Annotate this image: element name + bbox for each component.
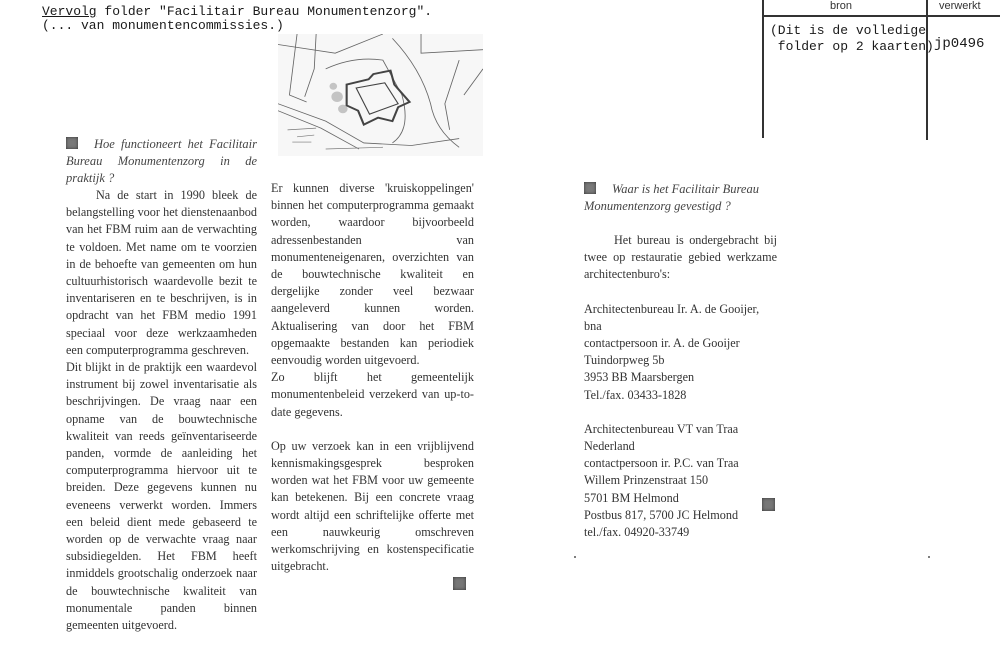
paragraph-instrument: Dit blijkt in de praktijk een waardevol instrument bij zowel inventarisatie als beschrijvingen. De vraag naar een opname van de bouwtechnische kwaliteit van reeds geïnventariseerde panden, vormde de aanleiding het computerprogramma hiervoor uit te breiden. Deze gegevens kunnen nu eveneens verwerkt worden. Immers een beleid dient mede gebaseerd te worden op de verwachte vraag naar subsidiegelden. Het FBM heeft inmiddels grootschalig onderzoek naar de bouwtechnische kwaliteit van monumentale panden binnen gemeenten uitgevoerd.: [66, 360, 257, 633]
stamp-verwerkt-value: jp0496: [934, 36, 985, 52]
fold-mark: [928, 556, 930, 558]
header-vervolg: Vervolg: [42, 4, 97, 19]
address-phone: Tel./fax. 03433-1828: [584, 387, 687, 402]
header-title-line: [42, 4, 432, 19]
column-2: [271, 180, 474, 591]
address-line: bna: [584, 318, 602, 333]
stamp-bron-value: (Dit is de volledige folder op 2 kaarten): [770, 23, 934, 54]
address-phone: tel./fax. 04920-33749: [584, 525, 690, 540]
header-subtitle: (... van monumentencommissies.): [42, 18, 284, 33]
stamp-left-border: [762, 0, 764, 138]
square-bullet-icon: [66, 137, 78, 149]
address-line: Nederland: [584, 439, 635, 454]
paragraph-up-to-date: Zo blijft het gemeentelijk monumentenbeleid verzekerd van up-to-date gegevens.: [271, 370, 474, 419]
paragraph-kruiskoppelingen: Er kunnen diverse 'kruiskoppelingen' binnen het computerprogramma gemaakt worden, waardoor bijvoorbeeld adressenbestanden van monumenteneigenaren, overzichten van de bouwtechnische kwaliteit en dergelijke zonder veel bezwaar aangeleverd kunnen worden. Aktualisering van door het FBM opgemaakte bestanden kan periodiek eenvoudig worden uitgevoerd.: [271, 181, 474, 368]
address-line: Tuindorpweg 5b: [584, 353, 665, 368]
address-line: Architectenbureau VT van Traa: [584, 421, 739, 436]
stamp-header-rule: [762, 15, 1000, 17]
column-1: [66, 136, 257, 634]
section-heading-practice: Hoe functioneert het Facilitair Bureau Monumentenzorg in de praktijk ?: [66, 137, 257, 185]
address-van-traa: [584, 421, 777, 541]
end-mark-square-icon: [762, 498, 775, 511]
stamp-col-bron: bron: [830, 0, 853, 12]
address-line: Architectenbureau Ir. A. de Gooijer,: [584, 301, 760, 316]
fortress-map-image: [278, 34, 483, 156]
paragraph-bureau-intro: Het bureau is ondergebracht bij twee op restauratie gebied werkzame architectenburo's:: [584, 233, 777, 282]
end-mark-square-icon: [453, 577, 466, 590]
fold-mark: [574, 556, 576, 558]
stamp-divider: [926, 0, 928, 140]
address-de-gooijer: [584, 301, 777, 404]
header-folder-title: folder "Facilitair Bureau Monumentenzorg".: [96, 4, 433, 19]
column-3: [584, 181, 777, 541]
paragraph-verzoek: Op uw verzoek kan in een vrijblijvend kennismakingsgesprek besproken worden wat het FBM voor uw gemeente kan betekenen. Bij een concrete vraag wordt altijd een schriftelijke offerte met een nauwkeurig omschreven werkomschrijving en kostenspecificatie uitgebracht.: [271, 438, 474, 574]
address-line: 5701 BM Helmond: [584, 490, 679, 505]
address-line: Willem Prinzenstraat 150: [584, 473, 709, 488]
section-heading-location: Waar is het Facilitair Bureau Monumentenzorg gevestigd ?: [584, 182, 759, 213]
paragraph-start-1990: Na de start in 1990 bleek de belangstelling voor het dienstenaanbod van het FBM ruim aan de verwachting te voldoen. Met name om te voorzien in de behoefte van gemeenten om hun cultuurhistorisch waardevolle bezit te inventariseren en te beschrijven, is in opdracht van het FBM medio 1991 speciaal voor deze werkzaamheden een computerprogramma geschreven.: [66, 188, 257, 357]
address-line: contactpersoon ir. P.C. van Traa: [584, 456, 739, 471]
address-line: Postbus 817, 5700 JC Helmond: [584, 507, 739, 522]
address-line: contactpersoon ir. A. de Gooijer: [584, 336, 740, 351]
address-line: 3953 BB Maarsbergen: [584, 370, 695, 385]
stamp-col-verwerkt: verwerkt: [939, 0, 981, 12]
archive-stamp-table: [762, 0, 1000, 138]
square-bullet-icon: [584, 182, 596, 194]
